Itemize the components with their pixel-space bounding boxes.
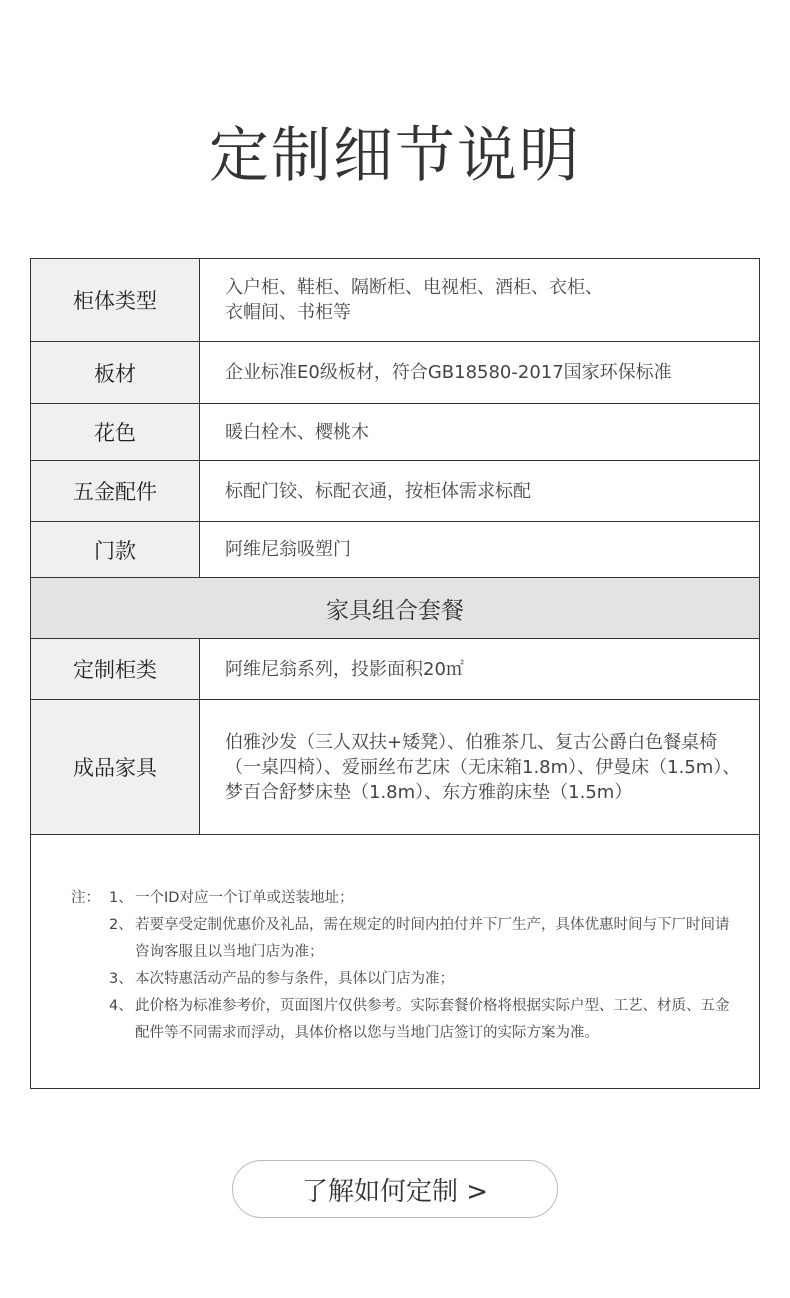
package-row-furniture: [31, 700, 759, 835]
spec-value: 入户柜、鞋柜、隔断柜、电视柜、酒柜、衣柜、 衣帽间、书柜等: [225, 277, 603, 323]
spec-row-hardware: [31, 461, 759, 522]
note-number: 3、: [109, 971, 133, 987]
note-number: 4、: [109, 998, 133, 1014]
note-number: 1、: [109, 890, 133, 906]
spec-value: 企业标准E0级板材，符合GB18580-2017国家环保标准: [225, 362, 672, 383]
note-item: [109, 885, 739, 912]
spec-row-color: [31, 404, 759, 461]
note-text: 一个ID对应一个订单或送装地址；: [135, 890, 354, 906]
spec-value: 阿维尼翁吸塑门: [225, 539, 351, 560]
learn-customization-button[interactable]: [232, 1160, 558, 1218]
package-section-header: 家具组合套餐: [31, 578, 759, 639]
note-text: 本次特惠活动产品的参与条件，具体以门店为准；: [135, 971, 454, 987]
spec-row-board: [31, 342, 759, 404]
spec-value: 标配门铰、标配衣通，按柜体需求标配: [225, 480, 531, 502]
spec-value: 阿维尼翁系列，投影面积20㎡: [225, 658, 464, 680]
note-text: 若要享受定制优惠价及礼品，需在规定的时间内拍付并下厂生产，具体优惠时间与下厂时间请咨询客服且以当地门店为准；: [135, 917, 730, 960]
spec-table: [30, 258, 760, 1089]
note-item: [109, 966, 739, 993]
spec-label: 五金配件: [31, 461, 200, 521]
spec-label: 成品家具: [31, 700, 200, 834]
spec-row-door: [31, 522, 759, 578]
notes-prefix: 注：: [71, 890, 100, 906]
spec-label: 板材: [31, 342, 200, 403]
notes-section: [31, 835, 759, 1088]
page-title: 定制细节说明: [209, 121, 581, 191]
note-number: 2、: [109, 917, 133, 933]
notes-list: [109, 885, 739, 1047]
spec-label: 门款: [31, 522, 200, 577]
spec-label: 柜体类型: [31, 259, 200, 341]
note-item: [109, 912, 739, 966]
note-item: [109, 993, 739, 1047]
spec-value: 暖白栓木、樱桃木: [225, 421, 369, 443]
learn-customization-label: 了解如何定制 >: [301, 1176, 489, 1207]
spec-label: 花色: [31, 404, 200, 460]
spec-row-cabinet-type: [31, 259, 759, 342]
spec-value: 伯雅沙发（三人双扶+矮凳）、伯雅茶几、复古公爵白色餐桌椅（一桌四椅）、爱丽丝布艺床（无床箱1.8m）、伊曼床（1.5m）、梦百合舒梦床垫（1.8m）、东方雅韵床垫（1.5m）: [225, 731, 741, 803]
note-text: 此价格为标准参考价，页面图片仅供参考。实际套餐价格将根据实际户型、工艺、材质、五金配件等不同需求而浮动，具体价格以您与当地门店签订的实际方案为准。: [135, 998, 730, 1041]
spec-label: 定制柜类: [31, 639, 200, 699]
package-row-custom-cabinet: [31, 639, 759, 700]
